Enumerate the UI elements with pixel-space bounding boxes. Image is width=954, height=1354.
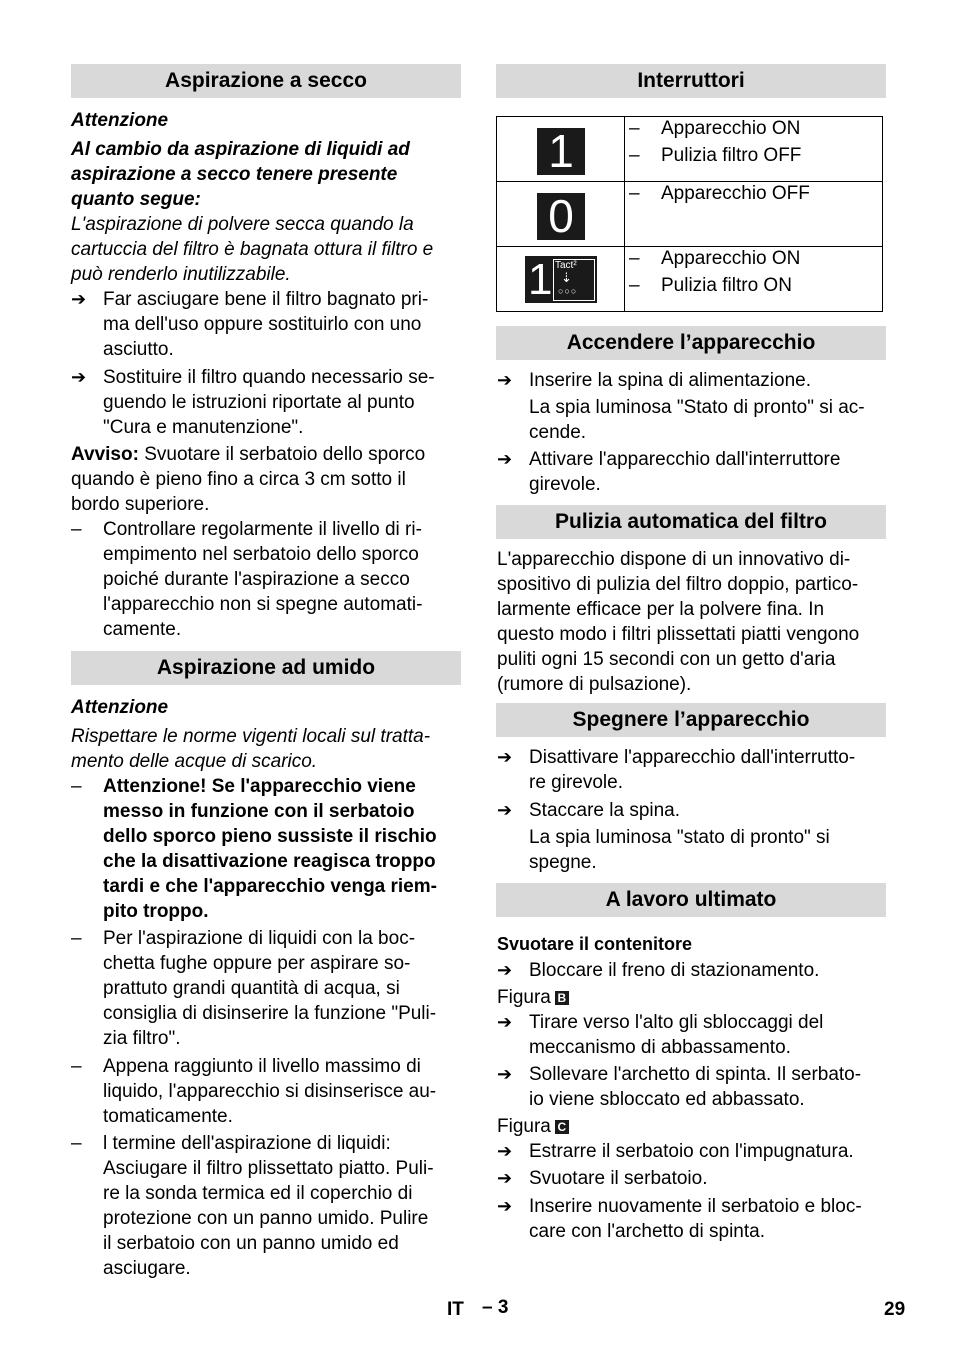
note-text: La spia luminosa "Stato di pronto" si ac- cende. [529,397,865,443]
section-heading-switches: Interruttori [496,64,886,98]
arrow-icon: ➔ [497,1141,513,1161]
footer-language: IT [447,1299,464,1320]
section-heading-done: A lavoro ultimato [496,883,886,917]
list-item: – Attenzione! Se l'apparecchio viene messo in funzione con il serbatoio dello sporco pieno sussiste il rischio che la disattivazione reagisca troppo tardi e che l'apparecchio venga riem- pito troppo. [71,776,437,922]
arrow-icon: ➔ [497,800,513,820]
switch-off-icon: 0 [537,193,585,240]
table-row: 0 – Apparecchio OFF [497,182,883,247]
list-item: ➔ Staccare la spina. [497,800,681,821]
dash-bullet: – [71,776,82,797]
list-item: – Controllare regolarmente il livello di ri- empimento nel serbatoio dello sporco poiché durante l'aspirazione a secco l'apparecchio non si spegne automati- camente. [71,519,423,640]
table-row: 1 – Apparecchio ON – Pulizia filtro OFF [497,117,883,182]
section-heading-off: Spegnere l’apparecchio [496,703,886,737]
list-item: ➔ Estrarre il serbatoio con l'impugnatura. [497,1141,854,1162]
arrow-icon: ➔ [497,1012,513,1032]
figure-b-icon: B [555,991,569,1005]
arrow-icon: ➔ [71,289,87,309]
switch-on-icon: 1 [537,128,585,175]
section-heading-wet: Aspirazione ad umido [71,651,461,685]
list-item: – Per l'aspirazione di liquidi con la boc- chetta fughe oppure per aspirare so- prattuto grandi quantità di acqua, si consiglia di disinserire la funzione "Puli- zia filtro". [71,928,437,1049]
filter-clean-paragraph: L'apparecchio dispone di un innovativo di- spositivo di pulizia del filtro doppio, partico- larmente efficace per la polvere fina. In questo modo i filtri plissettati piatti vengono puliti ogni 15 secondi con un getto d'aria (rumore di pulsazione). [497,549,860,695]
list-item: ➔ Far asciugare bene il filtro bagnato pri- ma dell'uso oppure sostituirlo con uno asciutto. [71,289,429,360]
section-heading-dry: Aspirazione a secco [71,64,461,98]
subheading-empty-container: Svuotare il contenitore [497,934,693,954]
list-item: ➔ Inserire la spina di alimentazione. [497,370,811,391]
dash-bullet: – [71,1133,82,1154]
section-heading-filter-clean: Pulizia automatica del filtro [496,505,886,539]
figure-reference: Figura C [497,1114,569,1139]
table-row: 1 Tact² ⇣ ○○○ – Apparecchio ON – Pulizia filtro ON [497,247,883,312]
arrow-icon: ➔ [497,1196,513,1216]
arrow-icon: ➔ [497,747,513,767]
arrow-icon: ➔ [497,960,513,980]
figure-c-icon: C [555,1120,569,1134]
dash-bullet: – [71,1056,82,1077]
dash-bullet: – [71,928,82,949]
switch-tact-icon: 1 Tact² ⇣ ○○○ [525,256,597,303]
figure-reference: Figura B [497,985,569,1010]
list-item: – Appena raggiunto il livello massimo di liquido, l'apparecchio si disinserisce au- tomaticamente. [71,1056,437,1127]
dash-bullet: – [71,519,82,540]
arrow-icon: ➔ [497,449,513,469]
list-item: ➔ Disattivare l'apparecchio dall'interrutto- re girevole. [497,747,856,793]
list-item: ➔ Inserire nuovamente il serbatoio e bloc- care con l'archetto di spinta. [497,1196,862,1242]
list-item: – l termine dell'aspirazione di liquidi: Asciugare il filtro plissettato piatto. Puli- re la sonda termica ed il coperchio di protezione con un panno umido. Pulire il serbatoio con un panno umido ed asciugare. [71,1133,434,1279]
attention-italic-text: L'aspirazione di polvere secca quando la cartuccia del filtro è bagnata ottura il filtro e può renderlo inutilizzabile. [71,214,434,285]
list-item: ➔ Bloccare il freno di stazionamento. [497,960,820,981]
list-item: ➔ Sostituire il filtro quando necessario se- guendo le istruzioni riportate al punto "Cura e manutenzione". [71,367,435,438]
arrow-icon: ➔ [497,1168,513,1188]
arrow-icon: ➔ [497,370,513,390]
switch-table [496,116,883,312]
list-item: ➔ Svuotare il serbatoio. [497,1168,708,1189]
page-number: 29 [884,1299,906,1320]
arrow-icon: ➔ [497,1064,513,1084]
list-item: ➔ Sollevare l'archetto di spinta. Il serbato- io viene sbloccato ed abbassato. [497,1064,862,1110]
footer-section: – 3 [482,1297,509,1318]
note-text: La spia luminosa "stato di pronto" si spegne. [529,827,830,873]
list-item: ➔ Attivare l'apparecchio dall'interruttore girevole. [497,449,841,495]
list-item: ➔ Tirare verso l'alto gli sbloccaggi del meccanismo di abbassamento. [497,1012,824,1058]
section-heading-on: Accendere l’apparecchio [496,326,886,360]
attention-bold-text: Al cambio da aspirazione di liquidi ad aspirazione a secco tenere presente quanto segue: [71,139,410,210]
arrow-icon: ➔ [71,367,87,387]
attention-label: Attenzione [71,697,169,718]
attention-italic-text: Rispettare le norme vigenti locali sul tratta- mento delle acque di scarico. [71,726,431,772]
attention-label: Attenzione [71,110,169,131]
notice-paragraph: Avviso: Svuotare il serbatoio dello sporco quando è pieno fino a circa 3 cm sotto il bordo superiore. [71,444,426,515]
